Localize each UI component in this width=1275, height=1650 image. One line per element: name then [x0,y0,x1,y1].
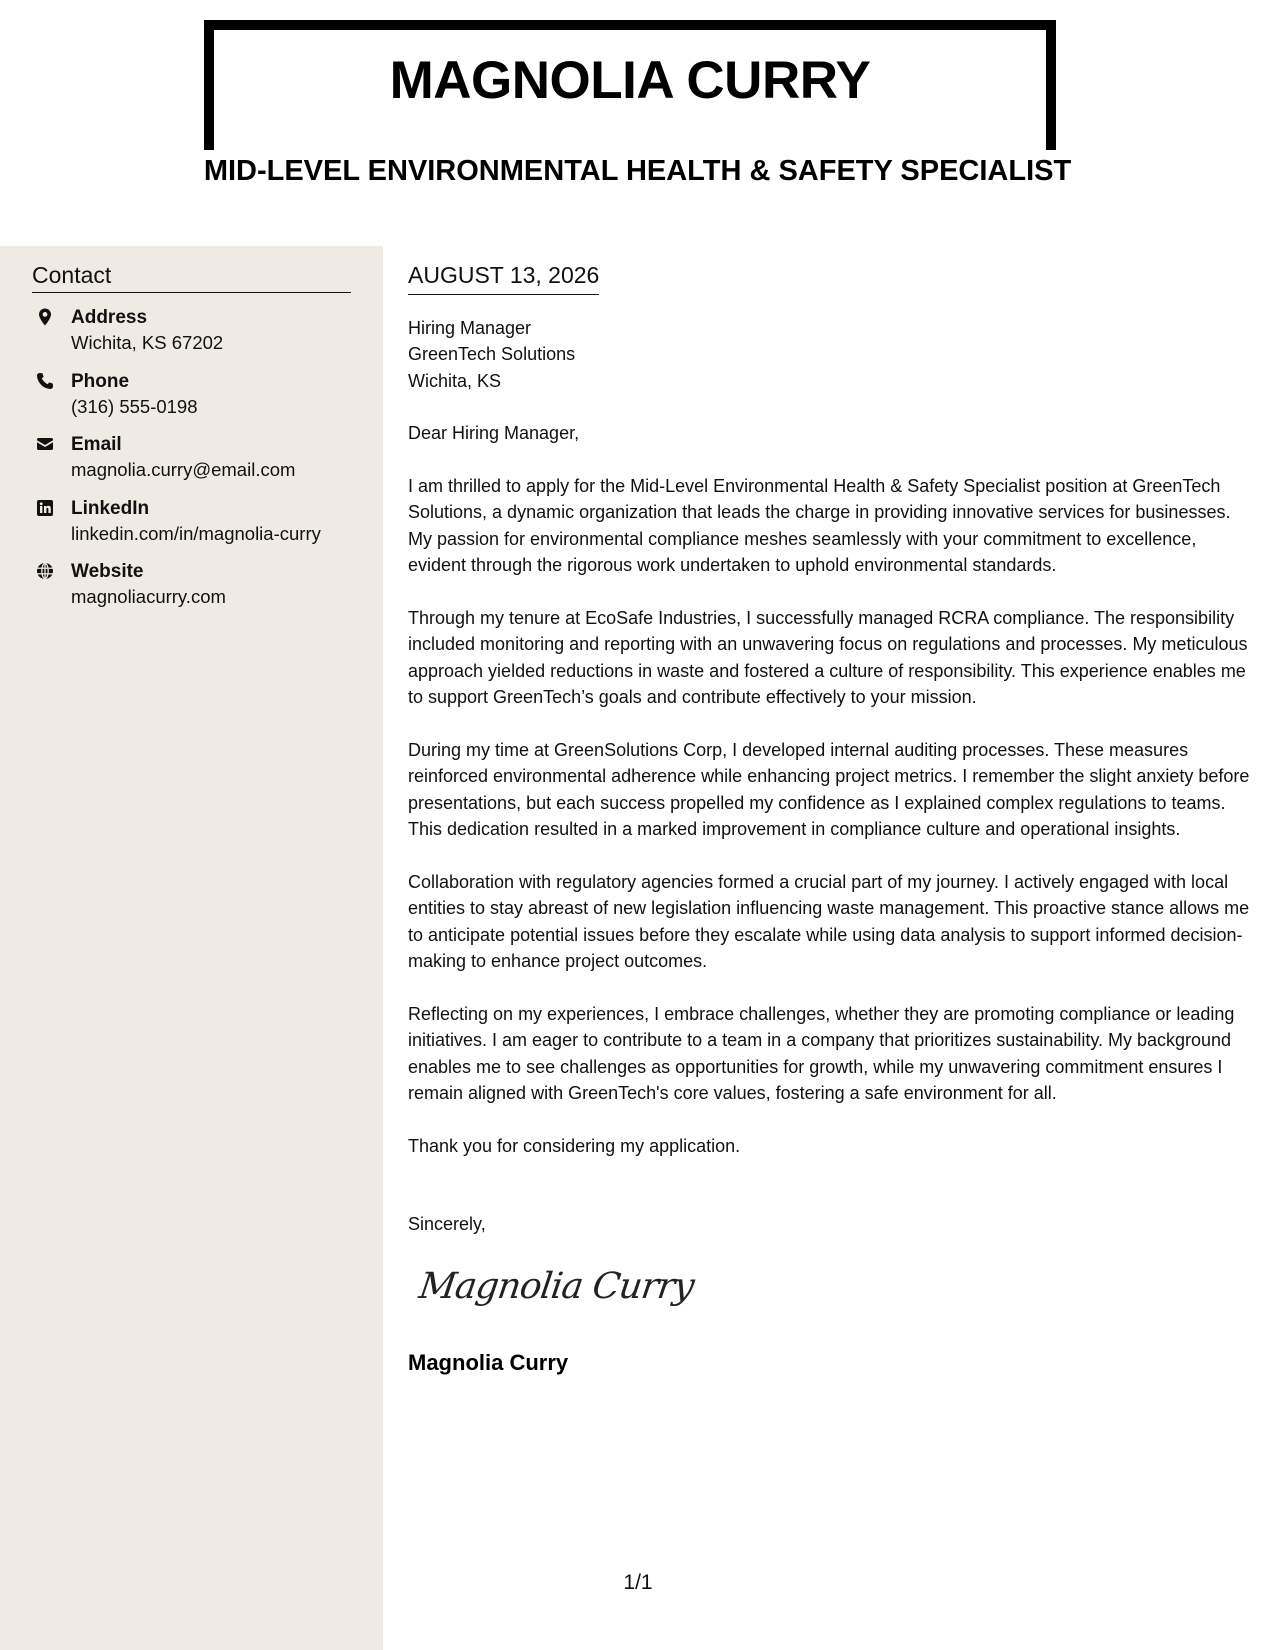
email-value: magnolia.curry@email.com [71,459,296,480]
thank-you-line: Thank you for considering my application. [408,1135,741,1156]
location-pin-icon [36,308,54,326]
body-paragraph: I am thrilled to apply for the Mid-Level Environmental Health & Safety Specialist position at GreenTech Solutions, a dynamic organization that leads the charge in providing innovative services for businesses. My passion for environmental compliance meshes seamlessly with your commitment to excellence, evident through the rigorous work undertaken to uphold environmental standards. [408,475,1231,576]
contact-label: Phone [71,370,130,392]
signer-name: Magnolia Curry [408,1349,569,1375]
contact-label: Email [71,434,122,455]
contact-list [32,306,362,624]
letter-date: AUGUST 13, 2026 [408,262,599,295]
body-paragraph: Through my tenure at EcoSafe Industries, I successfully managed RCRA compliance. The responsibility included monitoring and reporting with an unwavering focus on regulations and processes. My meticulous approach yielded reductions in waste and fostered a culture of responsibility. This experience enables me to support GreenTech’s goals and contribute effectively to your mission. [408,607,1248,708]
body-paragraph: Reflecting on my experiences, I embrace challenges, whether they are promoting compliance or leading initiatives. I am eager to contribute to a team in a company that prioritizes sustainability. My background enables me to see challenges as opportunities for growth, while my unwavering commitment ensures I remain aligned with GreenTech's core values, fostering a safe environment for all. [408,1003,1235,1104]
candidate-name: MAGNOLIA CURRY [389,51,871,110]
phone-icon [36,372,54,390]
contact-phone [32,370,362,434]
job-title: MID-LEVEL ENVIRONMENTAL HEALTH & SAFETY SPECIALIST [203,155,1072,187]
phone-value: (316) 555-0198 [71,395,198,417]
recipient-block [408,315,1253,395]
linkedin-value: linkedin.com/in/magnolia-curry [71,522,321,544]
salutation: Dear Hiring Manager, [408,423,580,444]
letter-body [408,262,1253,1376]
body-paragraph: Collaboration with regulatory agencies formed a crucial part of my journey. I actively engaged with local entities to stay abreast of new legislation influencing waste management. This proactive stance allows me to anticipate potential issues before they escalate while using data analysis to support informed decision-making to enhance project outcomes. [408,871,1250,972]
address-value: Wichita, KS 67202 [71,332,224,353]
contact-label: LinkedIn [71,497,150,519]
contact-sidebar [0,246,383,1650]
contact-email [32,433,362,497]
contact-address [32,306,362,370]
contact-label: Website [71,561,144,582]
page-number: 1/1 [623,1571,653,1594]
contact-label: Address [71,307,148,328]
closing: Sincerely, [408,1214,486,1235]
body-paragraph: During my time at GreenSolutions Corp, I developed internal auditing processes. These measures reinforced environmental adherence while enhancing project metrics. I remember the slight anxiety before presentations, but each success propelled my confidence as I explained complex regulations to teams. This dedication resulted in a marked improvement in compliance culture and operational insights. [408,739,1250,840]
envelope-icon [36,435,54,453]
recipient-line: Hiring Manager [408,317,532,338]
contact-website [32,560,362,624]
recipient-line: GreenTech Solutions [408,344,576,365]
website-value: magnoliacurry.com [71,586,226,607]
contact-linkedin [32,497,362,561]
handwritten-signature: Magnolia Curry [416,1265,697,1307]
recipient-line: Wichita, KS [408,370,502,391]
contact-heading: Contact [32,262,351,293]
globe-icon [36,562,54,580]
linkedin-icon [36,499,54,517]
